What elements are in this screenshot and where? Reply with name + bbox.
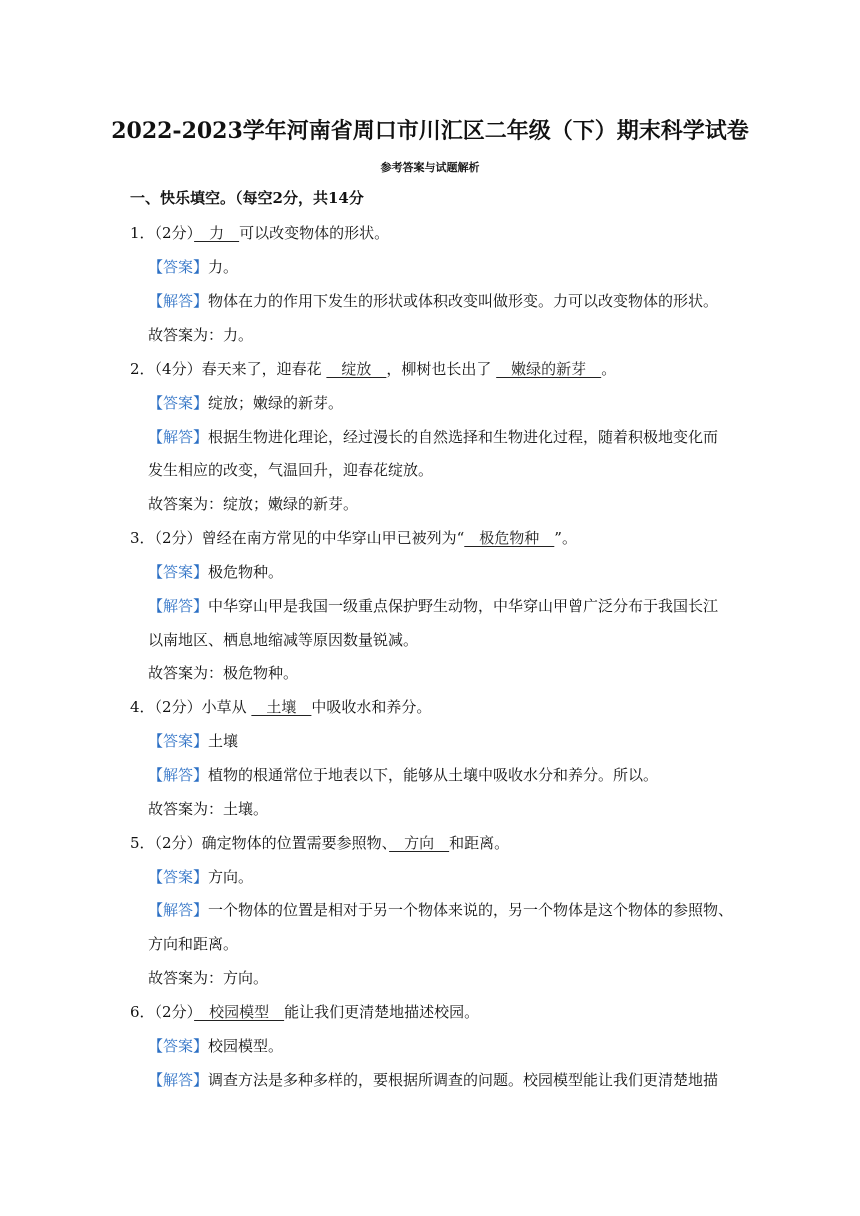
question-6: 6．（2分） 校园模型 能让我们更清楚地描述校园。 [130, 1003, 480, 1021]
question-3: 3．（2分）曾经在南方常见的中华穿山甲已被列为“ 极危物种 ”。 [130, 529, 577, 547]
analysis-5-cont: 方向和距离。 [148, 935, 239, 953]
analysis-tag: 【解答】 [148, 428, 209, 446]
analysis-3: 【解答】中华穿山甲是我国一级重点保护野生动物，中华穿山甲曾广泛分布于我国长江 [148, 597, 719, 615]
document-title: 2022-2023学年河南省周口市川汇区二年级（下）期末科学试卷 [111, 118, 749, 144]
analysis-tag: 【解答】 [148, 597, 209, 615]
answer-blank: 土壤 [251, 698, 312, 716]
answer-blank: 方向 [389, 834, 450, 852]
answer-blank: 嫩绿的新芽 [496, 360, 602, 378]
section-heading: 一、快乐填空。（每空2分，共14分 [130, 189, 364, 207]
question-4: 4．（2分）小草从 土壤 中吸收水和养分。 [130, 698, 432, 716]
answer-2: 【答案】绽放；嫩绿的新芽。 [148, 394, 344, 412]
answer-tag: 【答案】 [148, 258, 209, 276]
answer-tag: 【答案】 [148, 732, 209, 750]
answer-blank: 绽放 [326, 360, 387, 378]
analysis-tag: 【解答】 [148, 901, 209, 919]
answer-5: 【答案】方向。 [148, 868, 254, 886]
answer-1: 【答案】力。 [148, 258, 239, 276]
answer-blank: 力 [194, 224, 240, 242]
final-5: 故答案为：方向。 [148, 969, 269, 987]
question-1: 1．（2分） 力 可以改变物体的形状。 [130, 224, 390, 242]
answer-tag: 【答案】 [148, 1037, 209, 1055]
answer-blank: 极危物种 [464, 529, 555, 547]
question-2: 2．（4分）春天来了，迎春花 绽放 ，柳树也长出了 嫩绿的新芽 。 [130, 360, 617, 378]
analysis-3-cont: 以南地区、栖息地缩减等原因数量锐减。 [148, 631, 419, 649]
analysis-5: 【解答】一个物体的位置是相对于另一个物体来说的，另一个物体是这个物体的参照物、 [148, 901, 734, 919]
analysis-tag: 【解答】 [148, 292, 209, 310]
final-3: 故答案为：极危物种。 [148, 664, 299, 682]
final-4: 故答案为：土壤。 [148, 800, 269, 818]
answer-tag: 【答案】 [148, 394, 209, 412]
final-1: 故答案为：力。 [148, 326, 254, 344]
answer-blank: 校园模型 [194, 1003, 285, 1021]
analysis-tag: 【解答】 [148, 1071, 209, 1089]
analysis-1: 【解答】物体在力的作用下发生的形状或体积改变叫做形变。力可以改变物体的形状。 [148, 292, 719, 310]
answer-tag: 【答案】 [148, 868, 209, 886]
final-2: 故答案为：绽放；嫩绿的新芽。 [148, 495, 359, 513]
document-subtitle: 参考答案与试题解析 [380, 161, 480, 174]
analysis-4: 【解答】植物的根通常位于地表以下，能够从土壤中吸收水分和养分。所以。 [148, 766, 659, 784]
answer-6: 【答案】校园模型。 [148, 1037, 284, 1055]
analysis-tag: 【解答】 [148, 766, 209, 784]
question-5: 5．（2分）确定物体的位置需要参照物、 方向 和距离。 [130, 834, 510, 852]
answer-3: 【答案】极危物种。 [148, 563, 284, 581]
answer-tag: 【答案】 [148, 563, 209, 581]
analysis-6: 【解答】调查方法是多种多样的，要根据所调查的问题。校园模型能让我们更清楚地描 [148, 1071, 719, 1089]
answer-4: 【答案】土壤 [148, 732, 239, 750]
analysis-2: 【解答】根据生物进化理论，经过漫长的自然选择和生物进化过程，随着积极地变化而 [148, 428, 719, 446]
analysis-2-cont: 发生相应的改变，气温回升，迎春花绽放。 [148, 461, 434, 479]
